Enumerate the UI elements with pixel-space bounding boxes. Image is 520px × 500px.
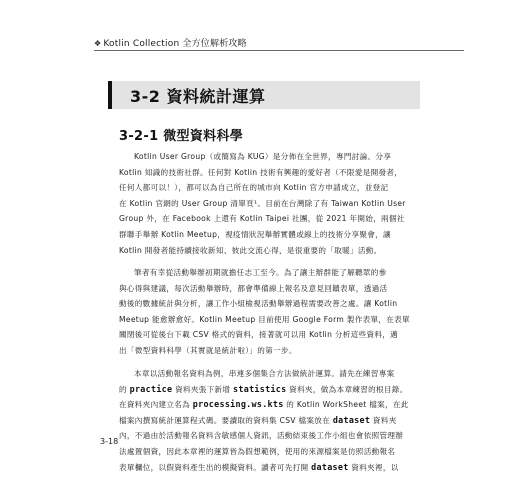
inline-code: dataset xyxy=(311,461,349,472)
header-title: Kotlin Collection 全方位解析攻略 xyxy=(103,39,247,49)
text-line xyxy=(119,196,406,212)
text-run: 資料夾，做為本章練習的根目錄。 xyxy=(286,384,408,394)
inline-code: dataset xyxy=(332,414,371,425)
text-line xyxy=(119,343,391,359)
text-line xyxy=(119,382,408,398)
text-line xyxy=(119,243,391,259)
text-run: Meetup 能愈辦愈好。Kotlin Meetup 目前使用 Google Form 製作表單，在表單 xyxy=(119,314,410,324)
paragraph-intro xyxy=(119,149,406,258)
text-line xyxy=(119,296,398,312)
text-run: 與心得與建議，每次活動舉辦時，都會準備線上報名及意見回饋表單，透過活 xyxy=(119,283,388,293)
text-run: 關閉後可從後台下載 CSV 格式的資料，接著就可以用 Kotlin 分析這些資料，邁 xyxy=(119,330,399,340)
text-run: 的 xyxy=(119,384,130,394)
text-run: 任何人都可以！），都可以為自己所在的城市向 Kotlin 官方申請成立，並登記 xyxy=(119,183,389,193)
text-line xyxy=(119,444,396,460)
header-rule xyxy=(94,50,464,51)
text-line xyxy=(119,366,395,382)
text-line xyxy=(119,281,391,297)
inline-code: practice xyxy=(129,383,173,394)
diamond-icon: ❖ xyxy=(94,39,102,48)
text-run: 內，不過由於活動報名資料含敏感個人資訊，活動結束後工作小組也會依照管理辦 xyxy=(119,431,404,441)
running-header xyxy=(94,36,247,49)
text-line xyxy=(119,265,391,281)
text-run: 資料夾張下新增 xyxy=(172,384,234,394)
text-run: 本章以活動報名資料為例，串連多個集合方法做統計運算。請先在練習專案 xyxy=(134,369,395,378)
text-run: 檔案內撰寫統計運算程式碼。要讀取的資料集 CSV 檔案放在 xyxy=(119,415,333,425)
text-run: 群聯手舉辦 Kotlin Meetup，視疫情狀況舉辦實體或線上的技術分享聚會，讓 xyxy=(119,229,391,239)
text-run: Group 外，在 Facebook 上還有 Kotlin Taipei 社團，從 2021 年開始，兩個社 xyxy=(119,214,405,224)
text-run: 出「微型資料科學（其實就是統計啦）」的第一步。 xyxy=(119,345,297,355)
text-line xyxy=(119,413,397,429)
text-run: 動後的數據統計與分析，讓工作小組檢視活動舉辦過程需要改善之處。讓 Kotlin xyxy=(119,299,398,309)
text-run: Kotlin 開發者能持續接收新知、彼此交流心得，是很重要的「取暖」活動。 xyxy=(119,245,382,255)
inline-code: processing.ws.kts xyxy=(192,399,284,410)
text-run: 表單欄位，以假資料產生出的模擬資料。讀者可先打開 xyxy=(119,462,312,472)
text-run: 在 Kotlin 官網的 User Group 清單頁¹。目前在台灣除了有 Taiwan Kotlin User xyxy=(119,198,406,208)
text-run: 在資料夾內建立名為 xyxy=(119,400,193,410)
text-line xyxy=(119,180,391,196)
text-run: 資料夾裡，以 xyxy=(348,462,399,472)
text-line xyxy=(119,211,405,227)
subsection-title: 3-2-1 微型資料科學 xyxy=(119,129,244,144)
inline-code: statistics xyxy=(233,383,287,394)
text-line xyxy=(119,312,410,328)
text-line xyxy=(119,165,403,181)
text-line xyxy=(119,327,399,343)
page-number: 3-18 xyxy=(100,437,119,446)
text-run: 法處置個資，因此本章裡的運算皆為假想範例，使用的來源檔案是仿照活動報名 xyxy=(119,446,396,456)
section-title: 3-2 資料統計運算 xyxy=(130,86,266,106)
text-run: Kotlin User Group（或簡寫為 KUG）是分佈在全世界，專門討論、分享 xyxy=(134,152,392,161)
text-run: 筆者有幸從活動舉辦初期就擔任志工至今。為了讓主辦群能了解聽眾的參 xyxy=(134,268,387,277)
text-line xyxy=(119,149,391,165)
text-line xyxy=(119,428,404,444)
paragraph-volunteer xyxy=(119,265,410,359)
section-heading xyxy=(108,81,420,109)
text-run: 的 Kotlin WorkSheet 檔案，在此 xyxy=(283,400,409,410)
text-run: Kotlin 知識的技術社群。任何對 Kotlin 技術有興趣的愛好者（不限愛是開發者， xyxy=(119,167,403,177)
paragraph-chapter-setup xyxy=(119,366,409,475)
text-line xyxy=(119,460,399,476)
text-run: 資料夾 xyxy=(370,415,397,425)
text-line xyxy=(119,397,409,413)
text-line xyxy=(119,227,391,243)
